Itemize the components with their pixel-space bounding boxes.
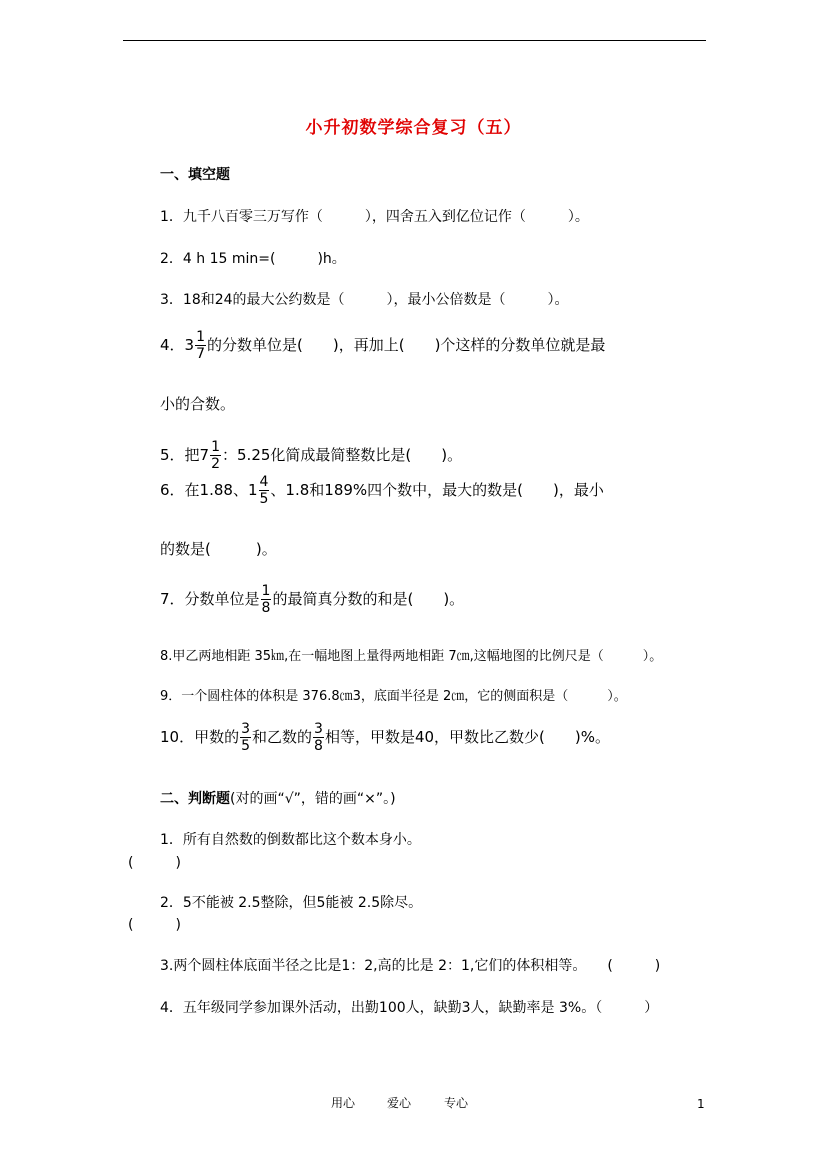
question-9: 9．一个圆柱体的体积是 376.8㎝3，底面半径是 2㎝，它的侧面积是（ ）。 (160, 689, 627, 704)
question-6-prefix: 6．在1.88、1 (160, 481, 258, 499)
fraction-denominator: 5 (259, 491, 269, 507)
header-rule (123, 40, 706, 41)
question-7-prefix: 7．分数单位是 (160, 590, 260, 608)
judgement-2: 2．5不能被 2.5整除，但5能被 2.5除尽。 (160, 895, 423, 911)
question-10-suffix: 相等，甲数是40，甲数比乙数少( )%。 (324, 728, 610, 746)
fraction-denominator: 8 (261, 600, 271, 616)
question-7 (160, 584, 464, 615)
section-heading-fill-in: 一、填空题 (160, 167, 230, 183)
question-3: 3．18和24的最大公约数是（ ），最小公倍数是（ ）。 (160, 292, 569, 308)
question-10 (160, 722, 610, 753)
question-6 (160, 475, 604, 506)
fraction (240, 722, 251, 753)
judgement-1-answer-blank: ( ) (128, 855, 181, 871)
fraction (259, 475, 270, 506)
fraction-denominator: 8 (314, 738, 323, 754)
page-number: 1 (697, 1097, 705, 1111)
judgement-1: 1．所有自然数的倒数都比这个数本身小。 (160, 832, 421, 848)
fraction-numerator: 1 (261, 583, 271, 599)
section-heading-true-false (160, 788, 396, 808)
question-4 (160, 330, 605, 361)
fraction-denominator: 5 (241, 738, 251, 754)
footer-text-1: 用心 (331, 1096, 356, 1110)
question-5-prefix: 5．把7 (160, 446, 210, 464)
question-6-suffix: 、1.8和189%四个数中，最大的数是( )，最小 (270, 481, 604, 499)
fraction-numerator: 1 (196, 329, 206, 345)
judgement-2-answer-blank: ( ) (128, 917, 181, 933)
fraction (210, 440, 221, 471)
fraction (195, 330, 206, 361)
footer-text-2: 爱心 (387, 1096, 412, 1110)
question-2: 2．4 h 15 min=( )h。 (160, 251, 346, 267)
question-4-continuation: 小的合数。 (160, 395, 236, 413)
question-5-suffix: ：5.25化简成最简整数比是( )。 (222, 446, 463, 464)
fraction-numerator: 1 (211, 439, 221, 455)
fraction (313, 722, 324, 753)
question-1: 1．九千八百零三万写作（ ），四舍五入到亿位记作（ ）。 (160, 209, 589, 225)
judgement-3: 3.两个圆柱体底面半径之比是1：2,高的比是 2：1,它们的体积相等。 ( ) (160, 958, 661, 974)
page-title: 小升初数学综合复习（五） (305, 118, 522, 138)
fraction-denominator: 7 (196, 346, 206, 362)
fraction-denominator: 2 (211, 456, 221, 472)
question-10-middle: 和乙数的 (252, 728, 313, 746)
question-4-suffix: 的分数单位是( )，再加上( )个这样的分数单位就是最 (207, 336, 606, 354)
section-2-note: (对的画“√”，错的画“×”。) (230, 791, 396, 807)
fraction (261, 584, 272, 615)
judgement-4: 4．五年级同学参加课外活动，出勤100人，缺勤3人，缺勤率是 3%。（ ） (160, 1000, 659, 1016)
fraction-numerator: 3 (314, 721, 323, 737)
footer-text-3: 专心 (444, 1096, 469, 1110)
question-10-prefix: 10．甲数的 (160, 728, 240, 746)
question-5 (160, 440, 462, 471)
section-2-title: 二、判断题 (160, 791, 230, 807)
question-4-prefix: 4．3 (160, 336, 195, 354)
question-6-continuation: 的数是( )。 (160, 540, 277, 558)
question-7-suffix: 的最简真分数的和是( )。 (272, 590, 465, 608)
fraction-numerator: 3 (241, 721, 251, 737)
question-8: 8.甲乙两地相距 35㎞,在一幅地图上量得两地相距 7㎝,这幅地图的比例尺是（ ）。 (160, 649, 663, 664)
fraction-numerator: 4 (259, 474, 269, 490)
